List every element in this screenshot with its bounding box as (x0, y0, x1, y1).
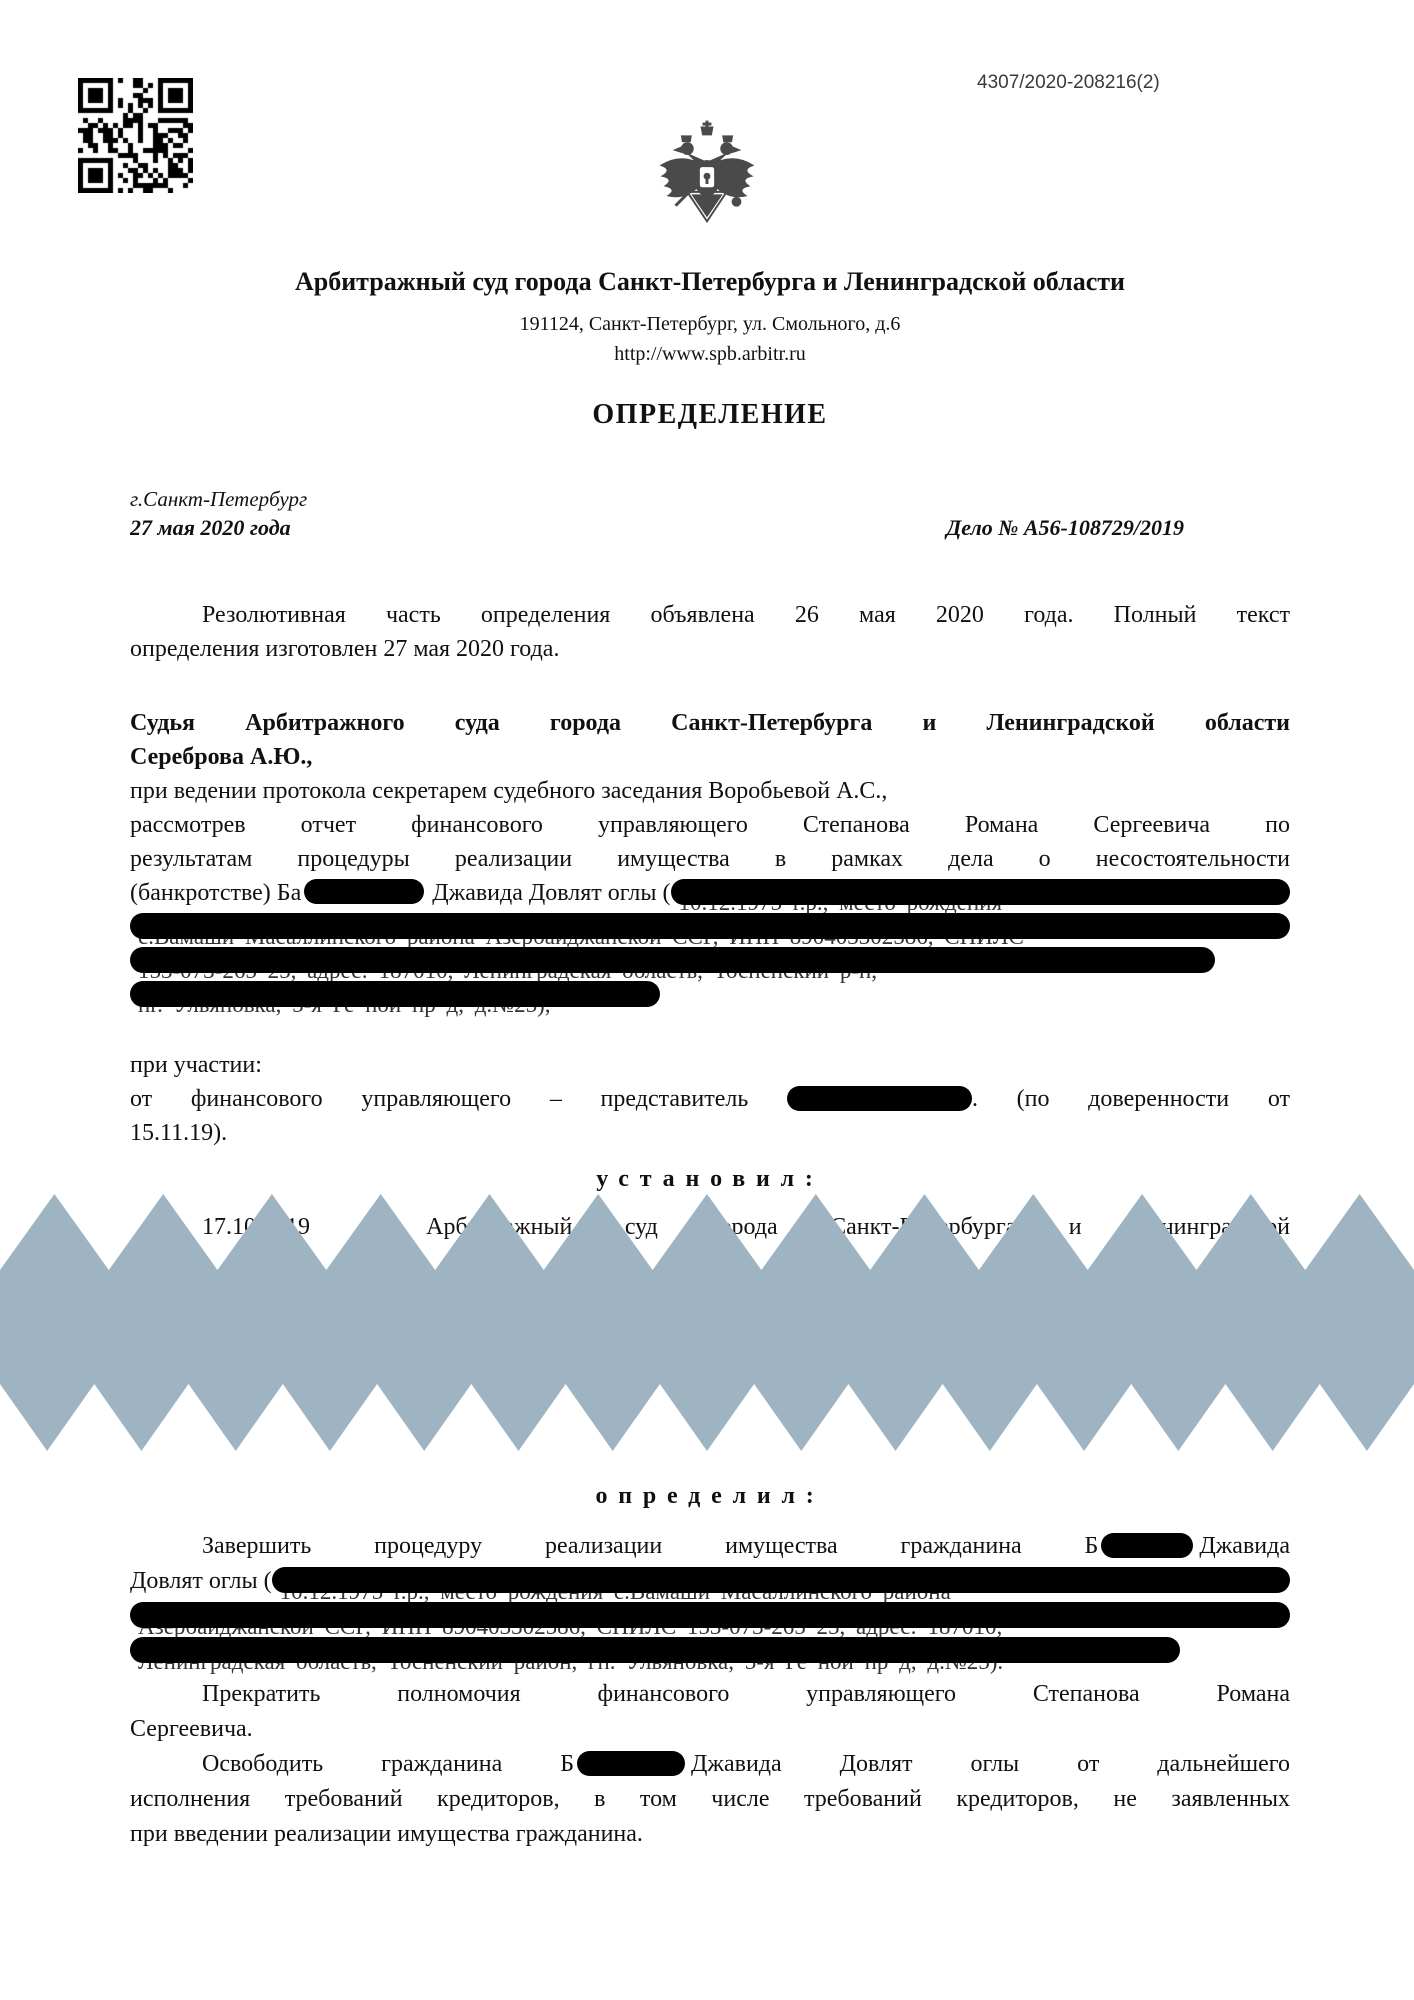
ruling-line2 (130, 1564, 1290, 1599)
redaction-bar (130, 947, 1215, 973)
redacted-line (130, 1634, 1290, 1669)
representative-suffix: . (по доверенности от (971, 1086, 1290, 1112)
representative-prefix: от финансового управляющего – представитель (130, 1086, 749, 1112)
debtor-prefix: (банкротстве) Ба (130, 880, 302, 906)
ruling-paragraph2 (130, 1677, 1290, 1747)
redaction-bar (304, 879, 424, 904)
document-type-title: ОПРЕДЕЛЕНИЕ (592, 399, 828, 430)
judge-line2: Сереброва А.Ю., (130, 744, 313, 770)
date-case-row (130, 512, 1290, 544)
power-of-attorney-date: 15.11.19). (130, 1120, 228, 1146)
secretary-line: при ведении протокола секретарем судебного заседания Воробьевой А.С., (130, 778, 888, 804)
issue-date: 27 мая 2020 года (130, 515, 291, 540)
redaction-bar (130, 1637, 1180, 1663)
redaction-bar (787, 1086, 972, 1111)
qr-code (78, 78, 193, 193)
ruling-paragraph3 (130, 1747, 1290, 1852)
redaction-bar (130, 981, 660, 1007)
case-intro-block (130, 706, 1290, 1012)
resolutive-line1: Резолютивная часть определения объявлена 26 мая 2020 года. Полный текст (202, 602, 1290, 628)
coat-of-arms-icon (648, 120, 766, 252)
ruling-block (130, 1529, 1290, 1852)
redaction-bar (1101, 1533, 1193, 1558)
ustanovil-heading: установил: (596, 1166, 824, 1192)
representative-line (130, 1082, 1290, 1116)
court-website-link[interactable]: http://www.spb.arbitr.ru (614, 343, 806, 365)
ruling-line1-suffix: Джавида (1199, 1533, 1290, 1559)
ruling-line1 (130, 1529, 1290, 1564)
redaction-bar (130, 1602, 1290, 1628)
p3-line1-suffix: Джавида Довлят оглы от дальнейшего (691, 1751, 1290, 1777)
report-line2: результатам процедуры реализации имущества в рамках дела о несостоятельности (130, 846, 1290, 872)
redaction-bar (577, 1751, 685, 1776)
participants-block (130, 1048, 1290, 1150)
judge-line1: Судья Арбитражного суда города Санкт-Петербурга и Ленинградской области (130, 710, 1290, 736)
torn-redaction-band (0, 1194, 1414, 1451)
torn-band-shape (0, 1194, 1414, 1451)
p3-line2: исполнения требований кредиторов, в том числе требований кредиторов, не заявленных (130, 1786, 1290, 1812)
ruling-line2-prefix: Довлят оглы ( (130, 1568, 272, 1594)
resolutive-line2: определения изготовлен 27 мая 2020 года. (130, 636, 560, 662)
opredelil-heading: определил: (595, 1483, 825, 1509)
case-number: Дело № А56-108729/2019 (946, 515, 1184, 540)
p2-line2: Сергеевича. (130, 1716, 253, 1742)
redacted-line (130, 1599, 1290, 1634)
report-line1: рассмотрев отчет финансового управляющего Степанова Романа Сергеевича по (130, 812, 1290, 838)
debtor-middle: Джавида Довлят оглы ( (432, 880, 671, 906)
partially-hidden-line: 17.10.2019 в Арбитражный суд города Санкт-Петербурга и Ленинградской (202, 1214, 1290, 1240)
ruling-line1-prefix: Завершить процедуру реализации имущества гражданина Б (202, 1533, 1099, 1559)
participants-title: при участии: (130, 1052, 262, 1078)
debtor-line (130, 876, 1290, 910)
redacted-line (130, 944, 1290, 978)
resolutive-paragraph (130, 598, 1290, 666)
court-name: Арбитражный суд города Санкт-Петербурга и Ленинградской области (294, 267, 1126, 296)
redacted-line (130, 910, 1290, 944)
document-number: 4307/2020-208216(2) (977, 72, 1160, 93)
issue-city: г.Санкт-Петербург (130, 487, 308, 511)
p3-line1-prefix: Освободить гражданина Б (202, 1751, 574, 1777)
court-address: 191124, Санкт-Петербург, ул. Смольного, д.6 (519, 313, 901, 335)
redaction-bar (130, 913, 1290, 939)
p2-line1: Прекратить полномочия финансового управляющего Степанова Романа (202, 1681, 1290, 1707)
p3-line3: при введении реализации имущества гражданина. (130, 1821, 643, 1847)
